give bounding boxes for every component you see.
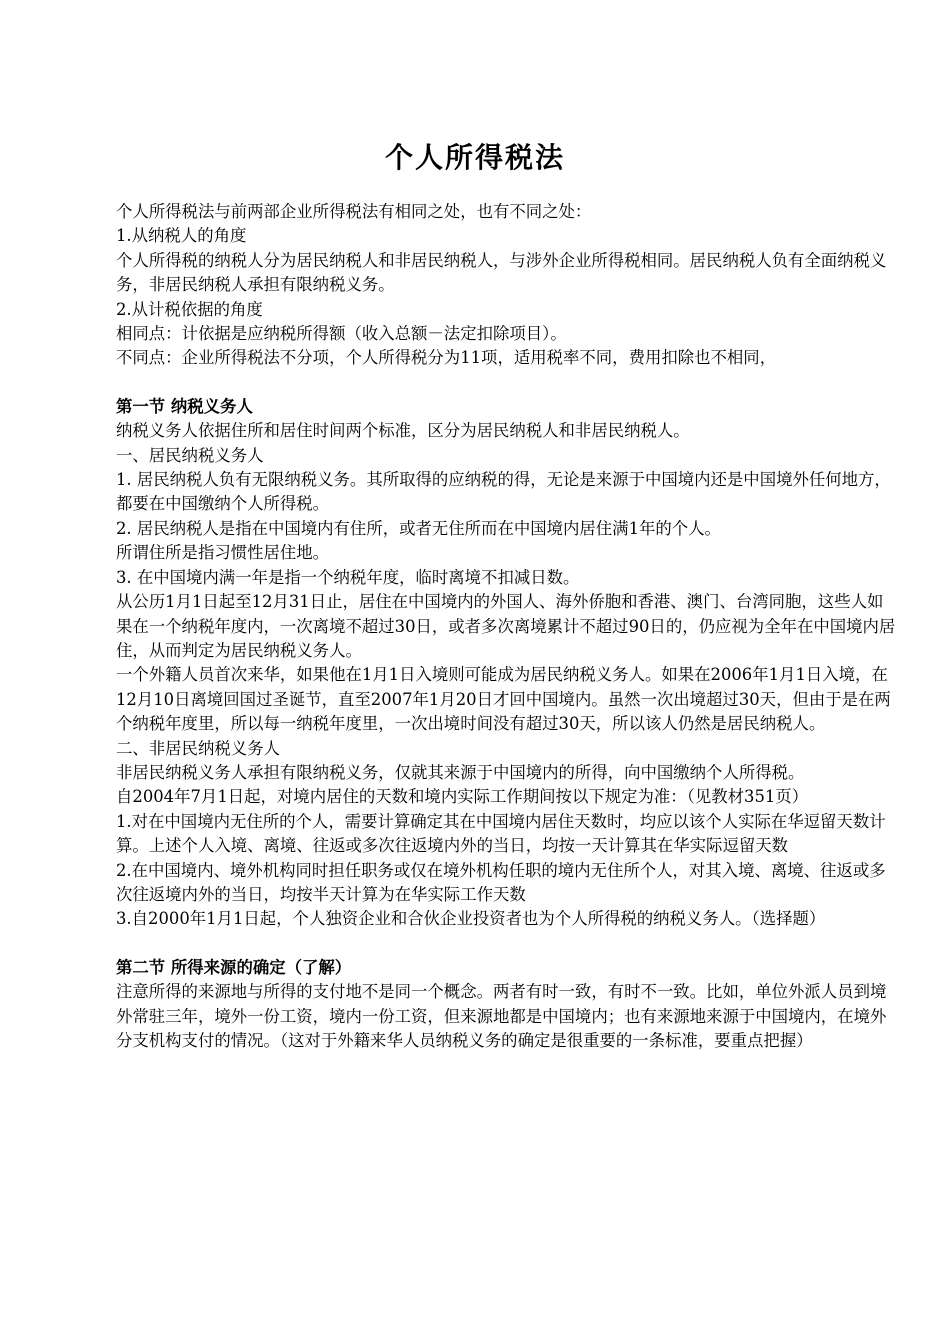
paragraph: 从公历1月1日起至12月31日止，居住在中国境内的外国人、海外侨胞和香港、澳门、台湾同胞，这些人如果在一个纳税年度内，一次离境不超过30日，或者多次离境累计不超过90日的，仍应视为全年在中国境内居住，从而判定为居民纳税义务人。	[116, 592, 896, 660]
paragraph: 个人所得税的纳税人分为居民纳税人和非居民纳税人，与涉外企业所得税相同。居民纳税人负有全面纳税义务，非居民纳税人承担有限纳税义务。	[116, 250, 887, 295]
paragraph: 1.对在中国境内无住所的个人，需要计算确定其在中国境内居住天数时，均应以该个人实际在华逗留天数计算。上述个人入境、离境、往返或多次往返境内外的当日，均按一天计算其在华实际逗留天数	[116, 811, 886, 856]
paragraph: 2.在中国境内、境外机构同时担任职务或仅在境外机构任职的境内无住所个人，对其入境、离境、往返或多次往返境内外的当日，均按半天计算为在华实际工作天数	[116, 860, 886, 904]
paragraph: 二、非居民纳税义务人	[116, 738, 280, 758]
paragraph: 2. 居民纳税人是指在中国境内有住所，或者无住所而在中国境内居住满1年的个人。	[116, 518, 721, 538]
paragraph: 注意所得的来源地与所得的支付地不是同一个概念。两者有时一致，有时不一致。比如，单位外派人员到境外常驻三年，境外一份工资，境内一份工资，但来源地都是中国境内；也有来源地来源于中国境内，在境外分支机构支付的情况。（这对于外籍来华人员纳税义务的确定是很重要的一条标准，要重点把握）	[116, 982, 887, 1050]
paragraph: 非居民纳税义务人承担有限纳税义务，仅就其来源于中国境内的所得，向中国缴纳个人所得税。	[116, 762, 805, 782]
paragraph: 3.自2000年1月1日起，个人独资企业和合伙企业投资者也为个人所得税的纳税义务人。（选择题）	[116, 909, 826, 929]
paragraph: 1. 居民纳税人负有无限纳税义务。其所取得的应纳税的得，无论是来源于中国境内还是中国境外任何地方，都要在中国缴纳个人所得税。	[116, 470, 891, 514]
section-heading-2: 第二节 所得来源的确定（了解）	[116, 957, 352, 977]
paragraph: 一个外籍人员首次来华，如果他在1月1日入境则可能成为居民纳税义务人。如果在2006年1月1日入境，在12月10日离境回国过圣诞节，直至2007年1月20日才回中国境内。虽然一次出境超过30天，但由于是在两个纳税年度里，所以每一纳税年度里，一次出境时间没有超过30天，所以该人仍然是居民纳税人。	[116, 665, 891, 734]
paragraph: 不同点：企业所得税法不分项，个人所得税分为11项，适用税率不同，费用扣除也不相同，	[116, 348, 777, 368]
spacer	[116, 371, 896, 395]
paragraph: 个人所得税法与前两部企业所得税法有相同之处，也有不同之处：	[116, 202, 592, 221]
paragraph: 3. 在中国境内满一年是指一个纳税年度，临时离境不扣减日数。	[116, 567, 580, 587]
paragraph: 一、居民纳税义务人	[116, 445, 264, 465]
paragraph: 所谓住所是指习惯性居住地。	[116, 543, 330, 563]
spacer	[116, 932, 896, 956]
paragraph: 1.从纳税人的角度	[116, 226, 247, 246]
paragraph: 2.从计税依据的角度	[116, 299, 263, 319]
document-title: 个人所得税法	[384, 141, 565, 174]
section-heading-1: 第一节 纳税义务人	[116, 396, 253, 416]
paragraph: 自2004年7月1日起，对境内居住的天数和境内实际工作期间按以下规定为准：（见教材351页）	[116, 787, 809, 807]
paragraph: 纳税义务人依据住所和居住时间两个标准，区分为居民纳税人和非居民纳税人。	[116, 421, 690, 441]
document-body	[116, 200, 896, 1053]
paragraph: 相同点：计依据是应纳税所得额（收入总额－法定扣除项目）。	[116, 324, 567, 344]
